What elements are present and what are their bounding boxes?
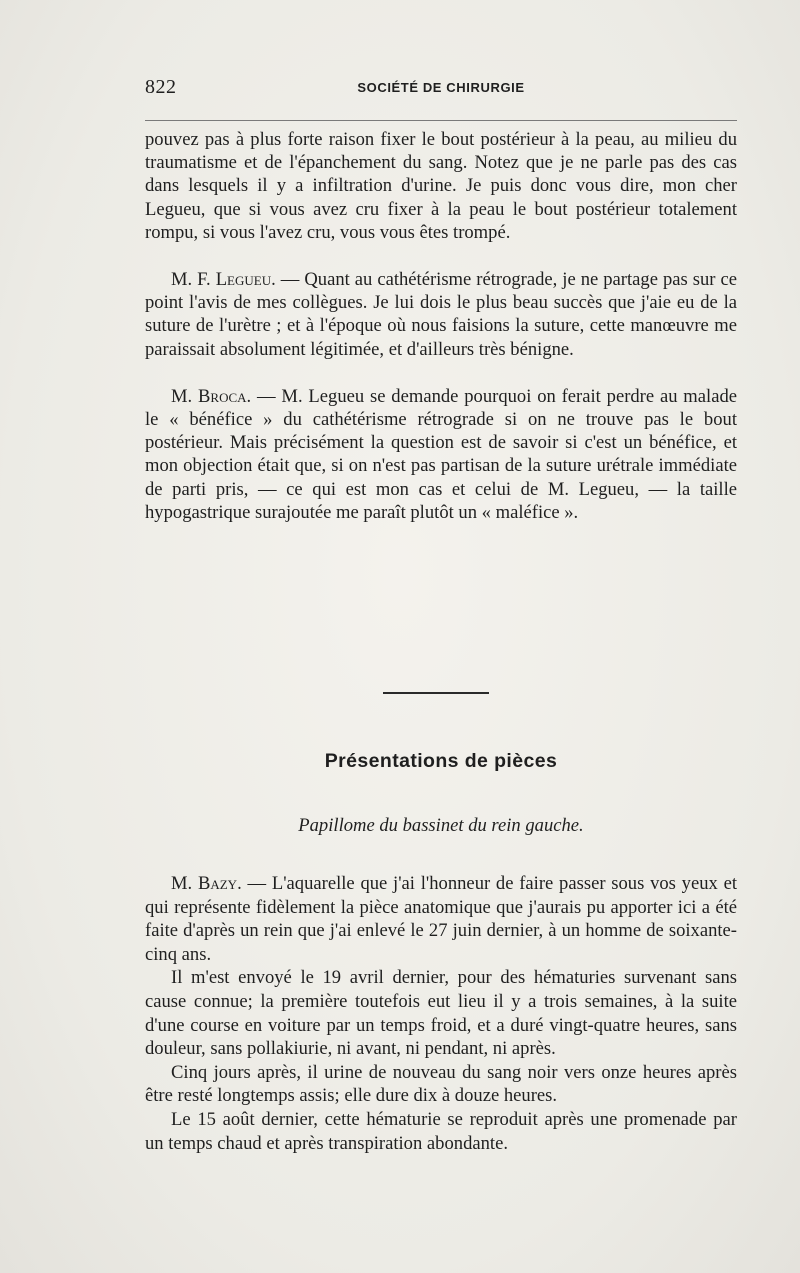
speaker-prefix: M. bbox=[171, 873, 193, 894]
section-separator bbox=[383, 692, 489, 694]
speaker-name: Broca. bbox=[198, 385, 252, 407]
case-paragraph: Cinq jours après, il urine de nouveau du sang noir vers onze heures après être resté longtemps assis; elle dure dix à douze heures. bbox=[145, 1061, 737, 1107]
section-subtitle: Papillome du bassinet du rein gauche. bbox=[298, 815, 584, 836]
continuation-paragraph: pouvez pas à plus forte raison fixer le bout postérieur à la peau, au milieu du traumatisme et de l'épanchement du sang. Notez que je ne parle pas des cas dans lesquels il y a infiltration d'urine. Je puis donc vous dire, mon cher Legueu, que si vous avez cru fixer à la peau le bout postérieur totalement rompu, si vous l'avez cru, vous vous êtes trompé. bbox=[145, 129, 737, 243]
legueu-remark bbox=[145, 268, 737, 361]
speaker-name: Bazy. bbox=[197, 873, 242, 894]
broca-remark bbox=[145, 385, 737, 524]
section-title: Présentations de pièces bbox=[324, 750, 558, 772]
remark-text: — L'aquarelle que j'ai l'honneur de faire passer sous vos yeux et qui représente fidèlement la pièce anatomique que j'aurais pu apporter ici a été faite d'après un rein que j'ai enlevé le 27 juin dernier, à un homme de soixante-cinq ans. bbox=[145, 873, 737, 965]
remark-text: — M. Legueu se demande pourquoi on ferait perdre au malade le « bénéfice » du cathétérisme rétrograde si on ne trouve pas le bout postérieur. Mais précisément la question est de savoir si c'est un bénéfice, et mon objection était que, si on n'est pas partisan de la suture urétrale immédiate de parti pris, — ce qui est mon cas et celui de M. Legueu, — la taille hypogastrique surajoutée me paraît plutôt un « maléfice ». bbox=[145, 385, 737, 523]
case-paragraph: Le 15 août dernier, cette hématurie se reproduit après une promenade par un temps chaud et après transpiration abondante. bbox=[145, 1108, 737, 1154]
case-paragraph: Il m'est envoyé le 19 avril dernier, pour des hématuries survenant sans cause connue; la première toutefois eut lieu il y a trois semaines, à la suite d'une course en voiture par un temps froid, et a duré vingt-quatre heures, sans douleur, sans pollakiurie, ni avant, ni pendant, ni après. bbox=[145, 967, 737, 1060]
discussion-block bbox=[145, 128, 737, 524]
speaker-prefix: M. bbox=[171, 385, 193, 407]
speaker-prefix: M. F. bbox=[171, 269, 211, 291]
bazy-remark bbox=[145, 872, 737, 966]
case-report bbox=[145, 872, 737, 1155]
speaker-name: Legueu. bbox=[215, 269, 276, 291]
header-rule bbox=[145, 120, 737, 121]
page-number: 822 bbox=[145, 76, 177, 98]
remark-text: — Quant au cathétérisme rétrograde, je ne partage pas sur ce point l'avis de mes collègues. Je lui dois le plus beau succès que j'aie eu de la suture de l'urètre ; et à l'époque où nous faisions la suture, cette manœuvre me paraissait absolument légitimée, et d'ailleurs très bénigne. bbox=[145, 269, 737, 360]
running-title: SOCIÉTÉ DE CHIRURGIE bbox=[357, 80, 525, 95]
page-header bbox=[145, 74, 737, 104]
